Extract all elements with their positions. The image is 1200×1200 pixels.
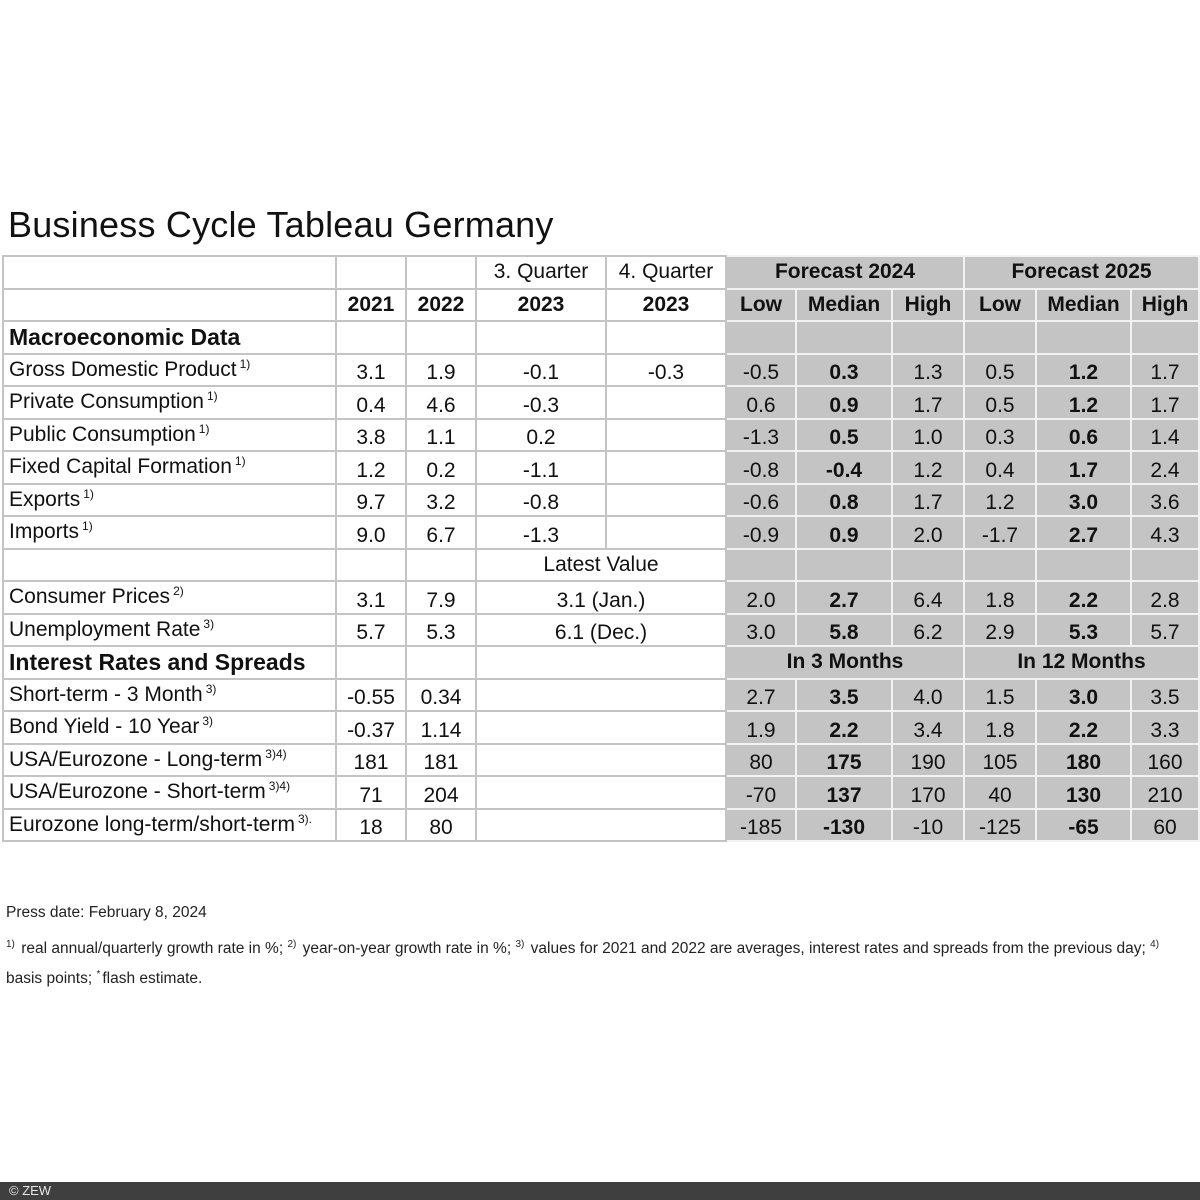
empty-cell xyxy=(1036,549,1131,582)
empty-cell xyxy=(406,321,476,354)
empty-cell xyxy=(336,549,406,582)
value-q3: -1.1 xyxy=(476,451,606,484)
value-m3-low: 1.9 xyxy=(726,711,796,744)
value-f25-median: 2.7 xyxy=(1036,516,1131,549)
row-label-text: Bond Yield - 10 Year xyxy=(9,715,200,739)
value-m3-high: 170 xyxy=(892,776,964,809)
value-f25-low: 0.4 xyxy=(964,451,1036,484)
row-label xyxy=(3,776,336,809)
row-label xyxy=(3,484,336,517)
value-f25-low: 0.5 xyxy=(964,386,1036,419)
header-forecast-2024: Forecast 2024 xyxy=(726,256,964,289)
header-high-2025: High xyxy=(1131,289,1199,322)
header-row-2 xyxy=(3,289,1199,322)
row-label xyxy=(3,711,336,744)
value-f25-median: 2.2 xyxy=(1036,581,1131,614)
value-m3-low: -185 xyxy=(726,809,796,842)
header-median-2024: Median xyxy=(796,289,892,322)
table-row-unemployment-rate xyxy=(3,614,1199,647)
value-q4 xyxy=(606,484,726,517)
value-m12-low: -125 xyxy=(964,809,1036,842)
value-m3-median: 3.5 xyxy=(796,679,892,712)
table-row-short-term xyxy=(3,679,1199,712)
value-f24-low: 2.0 xyxy=(726,581,796,614)
value-m12-low: 105 xyxy=(964,744,1036,777)
empty-cell xyxy=(3,289,336,322)
value-m12-low: 1.8 xyxy=(964,711,1036,744)
footnote-ref: 1) xyxy=(234,454,246,469)
value-f24-high: 2.0 xyxy=(892,516,964,549)
value-q4 xyxy=(606,451,726,484)
value-2022: 6.7 xyxy=(406,516,476,549)
footnote-ref: 1) xyxy=(82,519,93,534)
latest-value-row xyxy=(3,549,1199,582)
value-2022: 181 xyxy=(406,744,476,777)
value-f25-high: 2.8 xyxy=(1131,581,1199,614)
value-f24-median: -0.4 xyxy=(796,451,892,484)
empty-cell xyxy=(892,321,964,354)
page-title: Business Cycle Tableau Germany xyxy=(8,204,554,245)
empty-cell xyxy=(796,549,892,582)
value-f25-median: 1.7 xyxy=(1036,451,1131,484)
value-f25-low: 0.5 xyxy=(964,354,1036,387)
empty-cell xyxy=(406,549,476,582)
header-q3-year: 2023 xyxy=(476,289,606,322)
value-2022: 0.34 xyxy=(406,679,476,712)
value-f24-high: 1.7 xyxy=(892,484,964,517)
empty-cell xyxy=(892,549,964,582)
value-m12-high: 3.5 xyxy=(1131,679,1199,712)
value-q4: -0.3 xyxy=(606,354,726,387)
footnote-marker: 2) xyxy=(287,938,297,950)
row-label xyxy=(3,679,336,712)
row-label-text: Gross Domestic Product xyxy=(9,357,237,381)
value-2022: 3.2 xyxy=(406,484,476,517)
empty-cell xyxy=(3,256,336,289)
empty-cell xyxy=(964,549,1036,582)
value-f24-low: 3.0 xyxy=(726,614,796,647)
value-f24-high: 1.7 xyxy=(892,386,964,419)
value-2022: 5.3 xyxy=(406,614,476,647)
value-m3-high: 3.4 xyxy=(892,711,964,744)
row-label xyxy=(3,354,336,387)
row-label-text: USA/Eurozone - Long-term xyxy=(9,747,263,771)
value-q3: -1.3 xyxy=(476,516,606,549)
footnotes xyxy=(6,934,1186,994)
footnote-text: year-on-year growth rate in %; xyxy=(298,940,516,957)
row-label xyxy=(3,744,336,777)
value-2022: 1.14 xyxy=(406,711,476,744)
value-f25-low: 1.2 xyxy=(964,484,1036,517)
value-2021: 1.2 xyxy=(336,451,406,484)
value-q4 xyxy=(606,516,726,549)
value-2021: -0.37 xyxy=(336,711,406,744)
value-m12-high: 160 xyxy=(1131,744,1199,777)
empty-cell xyxy=(476,744,726,777)
header-2021: 2021 xyxy=(336,289,406,322)
row-label-text: Public Consumption xyxy=(9,422,196,446)
value-2021: 3.1 xyxy=(336,354,406,387)
value-2021: 5.7 xyxy=(336,614,406,647)
footnote-marker: * xyxy=(96,968,101,980)
value-f25-high: 3.6 xyxy=(1131,484,1199,517)
table-row-private-consumption xyxy=(3,386,1199,419)
table-row-fixed-capital-formation xyxy=(3,451,1199,484)
empty-cell xyxy=(476,321,606,354)
value-f25-low: -1.7 xyxy=(964,516,1036,549)
value-2021: 18 xyxy=(336,809,406,842)
header-q3: 3. Quarter xyxy=(476,256,606,289)
footnote-ref: 3)4) xyxy=(268,779,291,794)
header-2022: 2022 xyxy=(406,289,476,322)
value-f24-median: 2.7 xyxy=(796,581,892,614)
value-m3-median: 175 xyxy=(796,744,892,777)
value-m12-median: 3.0 xyxy=(1036,679,1131,712)
row-label xyxy=(3,581,336,614)
value-f24-low: -0.5 xyxy=(726,354,796,387)
value-m12-high: 3.3 xyxy=(1131,711,1199,744)
value-f24-median: 0.8 xyxy=(796,484,892,517)
empty-cell xyxy=(726,549,796,582)
value-2021: 3.1 xyxy=(336,581,406,614)
value-m3-median: 2.2 xyxy=(796,711,892,744)
value-f24-low: 0.6 xyxy=(726,386,796,419)
value-f24-high: 1.2 xyxy=(892,451,964,484)
table-row-consumer-prices xyxy=(3,581,1199,614)
value-2021: 71 xyxy=(336,776,406,809)
footnote-text: basis points; xyxy=(6,970,97,987)
row-label xyxy=(3,451,336,484)
empty-cell xyxy=(1131,549,1199,582)
value-latest: 6.1 (Dec.) xyxy=(476,614,726,647)
footnote-ref: 2) xyxy=(173,584,184,599)
footnote-ref: 1) xyxy=(198,421,210,436)
row-label-text: Unemployment Rate xyxy=(9,617,201,641)
footnote-text: values for 2021 and 2022 are averages, interest rates and spreads from the previous day; xyxy=(526,940,1151,957)
value-q3: 0.2 xyxy=(476,419,606,452)
value-2021: 181 xyxy=(336,744,406,777)
footnote-ref: 1) xyxy=(83,486,94,501)
table-row-public-consumption xyxy=(3,419,1199,452)
value-f25-high: 1.4 xyxy=(1131,419,1199,452)
value-2021: 9.7 xyxy=(336,484,406,517)
row-label xyxy=(3,386,336,419)
value-f25-median: 5.3 xyxy=(1036,614,1131,647)
footnote-marker: 4) xyxy=(1150,938,1160,950)
header-forecast-2025: Forecast 2025 xyxy=(964,256,1199,289)
value-f24-high: 6.2 xyxy=(892,614,964,647)
value-2022: 1.9 xyxy=(406,354,476,387)
value-m3-low: -70 xyxy=(726,776,796,809)
value-m12-median: 130 xyxy=(1036,776,1131,809)
copyright-credit: © ZEW xyxy=(9,1183,52,1198)
value-m12-median: 180 xyxy=(1036,744,1131,777)
value-f24-low: -0.6 xyxy=(726,484,796,517)
empty-cell xyxy=(964,321,1036,354)
section-title-interest: Interest Rates and Spreads xyxy=(3,646,336,679)
header-median-2025: Median xyxy=(1036,289,1131,322)
header-row-1 xyxy=(3,256,1199,289)
value-2021: -0.55 xyxy=(336,679,406,712)
section-row-macro xyxy=(3,321,1199,354)
header-high-2024: High xyxy=(892,289,964,322)
empty-cell xyxy=(336,256,406,289)
value-m12-low: 40 xyxy=(964,776,1036,809)
header-in-12-months: In 12 Months xyxy=(964,646,1199,679)
table-row-bond-yield xyxy=(3,711,1199,744)
row-label-text: Consumer Prices xyxy=(9,585,171,609)
value-m12-high: 210 xyxy=(1131,776,1199,809)
value-m3-median: -130 xyxy=(796,809,892,842)
empty-cell xyxy=(476,711,726,744)
table-row-usa-eurozone-short xyxy=(3,776,1199,809)
row-label-text: Eurozone long-term/short-term xyxy=(9,812,295,836)
footnote-marker: 1) xyxy=(6,938,15,950)
footnote-ref: 3). xyxy=(297,811,312,826)
value-m3-high: 190 xyxy=(892,744,964,777)
value-m3-high: 4.0 xyxy=(892,679,964,712)
value-m3-median: 137 xyxy=(796,776,892,809)
value-f25-high: 1.7 xyxy=(1131,354,1199,387)
empty-cell xyxy=(1131,321,1199,354)
row-label-text: Fixed Capital Formation xyxy=(9,455,232,479)
value-latest: 3.1 (Jan.) xyxy=(476,581,726,614)
row-label-text: USA/Eurozone - Short-term xyxy=(9,780,266,804)
section-title-macro: Macroeconomic Data xyxy=(3,321,336,354)
empty-cell xyxy=(406,256,476,289)
table-row-imports xyxy=(3,516,1199,549)
value-m3-low: 80 xyxy=(726,744,796,777)
value-f24-median: 0.9 xyxy=(796,516,892,549)
row-label-text: Short-term - 3 Month xyxy=(9,682,203,706)
value-q3: -0.1 xyxy=(476,354,606,387)
value-m3-high: -10 xyxy=(892,809,964,842)
table-row-gdp xyxy=(3,354,1199,387)
row-label-text: Private Consumption xyxy=(9,390,204,414)
value-f25-median: 1.2 xyxy=(1036,354,1131,387)
value-f25-median: 1.2 xyxy=(1036,386,1131,419)
value-m12-low: 1.5 xyxy=(964,679,1036,712)
footnote-text: real annual/quarterly growth rate in %; xyxy=(16,940,288,957)
footnote-ref: 3) xyxy=(202,714,213,729)
footnote-ref: 3) xyxy=(205,681,217,696)
value-q3: -0.8 xyxy=(476,484,606,517)
value-f24-low: -1.3 xyxy=(726,419,796,452)
value-f25-median: 3.0 xyxy=(1036,484,1131,517)
row-label-text: Imports xyxy=(9,520,80,544)
value-q4 xyxy=(606,386,726,419)
value-f24-median: 5.8 xyxy=(796,614,892,647)
credit-bar xyxy=(0,1182,1200,1200)
value-f24-high: 1.0 xyxy=(892,419,964,452)
table-row-exports xyxy=(3,484,1199,517)
empty-cell xyxy=(476,646,726,679)
value-f25-high: 2.4 xyxy=(1131,451,1199,484)
value-2021: 0.4 xyxy=(336,386,406,419)
footnote-ref: 3)4) xyxy=(265,746,287,761)
footnote-text: flash estimate. xyxy=(102,970,203,987)
value-f24-low: -0.8 xyxy=(726,451,796,484)
row-label xyxy=(3,614,336,647)
value-f24-low: -0.9 xyxy=(726,516,796,549)
value-f25-median: 0.6 xyxy=(1036,419,1131,452)
footnote-ref: 3) xyxy=(203,616,215,631)
empty-cell xyxy=(1036,321,1131,354)
value-2022: 204 xyxy=(406,776,476,809)
row-label xyxy=(3,809,336,842)
empty-cell xyxy=(476,776,726,809)
empty-cell xyxy=(606,321,726,354)
value-2022: 0.2 xyxy=(406,451,476,484)
header-low-2024: Low xyxy=(726,289,796,322)
table-row-eurozone-long-short xyxy=(3,809,1199,842)
section-row-interest xyxy=(3,646,1199,679)
footnote-ref: 1) xyxy=(239,356,251,371)
value-q3: -0.3 xyxy=(476,386,606,419)
value-f24-high: 1.3 xyxy=(892,354,964,387)
header-in-3-months: In 3 Months xyxy=(726,646,964,679)
value-f25-high: 4.3 xyxy=(1131,516,1199,549)
value-f24-median: 0.9 xyxy=(796,386,892,419)
value-f25-low: 0.3 xyxy=(964,419,1036,452)
value-m3-low: 2.7 xyxy=(726,679,796,712)
header-q4: 4. Quarter xyxy=(606,256,726,289)
footnote-marker: 3) xyxy=(515,938,525,950)
value-m12-high: 60 xyxy=(1131,809,1199,842)
row-label-text: Exports xyxy=(9,487,81,511)
value-f24-median: 0.5 xyxy=(796,419,892,452)
table-row-usa-eurozone-long xyxy=(3,744,1199,777)
empty-cell xyxy=(406,646,476,679)
header-low-2025: Low xyxy=(964,289,1036,322)
value-f24-median: 0.3 xyxy=(796,354,892,387)
empty-cell xyxy=(726,321,796,354)
value-m12-median: 2.2 xyxy=(1036,711,1131,744)
value-f25-low: 2.9 xyxy=(964,614,1036,647)
row-label xyxy=(3,516,336,549)
value-q4 xyxy=(606,419,726,452)
press-date: Press date: February 8, 2024 xyxy=(6,904,207,921)
row-label xyxy=(3,419,336,452)
value-2021: 9.0 xyxy=(336,516,406,549)
value-m12-median: -65 xyxy=(1036,809,1131,842)
value-2022: 80 xyxy=(406,809,476,842)
empty-cell xyxy=(796,321,892,354)
footnote-ref: 1) xyxy=(206,389,218,404)
value-2022: 4.6 xyxy=(406,386,476,419)
business-cycle-table xyxy=(2,255,1200,842)
empty-cell xyxy=(336,321,406,354)
value-2022: 7.9 xyxy=(406,581,476,614)
empty-cell xyxy=(476,809,726,842)
empty-cell xyxy=(3,549,336,582)
header-q4-year: 2023 xyxy=(606,289,726,322)
empty-cell xyxy=(476,679,726,712)
value-f25-low: 1.8 xyxy=(964,581,1036,614)
value-2021: 3.8 xyxy=(336,419,406,452)
value-f25-high: 1.7 xyxy=(1131,386,1199,419)
value-f24-high: 6.4 xyxy=(892,581,964,614)
value-2022: 1.1 xyxy=(406,419,476,452)
empty-cell xyxy=(336,646,406,679)
value-f25-high: 5.7 xyxy=(1131,614,1199,647)
latest-value-header: Latest Value xyxy=(476,549,726,582)
